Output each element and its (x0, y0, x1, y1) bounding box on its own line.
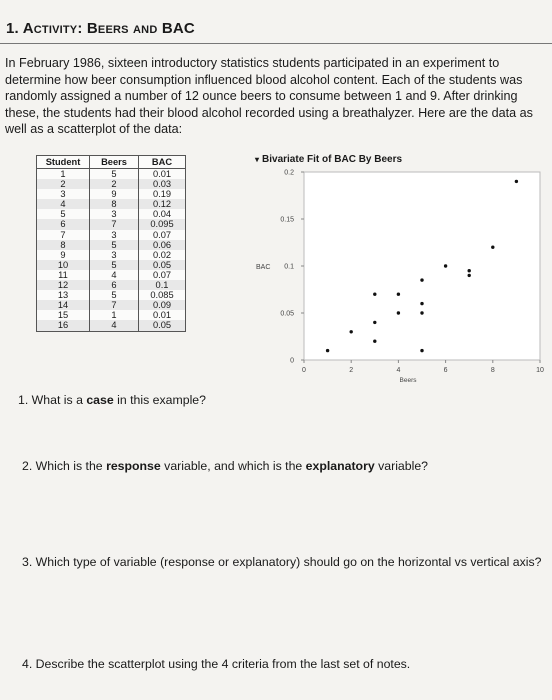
question-3: 3. Which type of variable (response or explanatory) should go on the horizontal vs vertical axis? (22, 555, 542, 569)
student-cell: 16 (37, 320, 90, 331)
y-tick-label: 0.05 (280, 310, 294, 318)
x-tick-label: 2 (349, 367, 354, 374)
table-row (37, 219, 186, 229)
table-row (37, 270, 186, 280)
x-tick-label: 8 (490, 367, 495, 374)
beers-cell: 4 (90, 270, 139, 280)
table-row (37, 300, 186, 310)
table-row (37, 250, 186, 260)
bac-cell: 0.01 (152, 310, 172, 321)
beers-cell: 5 (90, 260, 139, 270)
bac-cell: 0.085 (150, 290, 174, 301)
beers-cell: 4 (90, 320, 139, 331)
data-point (468, 269, 471, 272)
data-table (36, 155, 186, 332)
bac-cell: 0.01 (152, 169, 172, 179)
beers-cell: 6 (90, 280, 139, 290)
x-tick-label: 10 (536, 367, 544, 374)
student-cell: 5 (37, 209, 90, 219)
x-tick-label: 4 (396, 367, 401, 374)
beers-cell: 9 (90, 189, 139, 199)
column-header: Beers (90, 156, 139, 169)
table-row (37, 179, 186, 189)
bac-cell: 0.095 (139, 219, 186, 229)
student-cell: 14 (37, 300, 90, 310)
bac-cell: 0.02 (152, 249, 172, 260)
y-axis-label: BAC (256, 264, 271, 271)
student-cell: 11 (37, 270, 90, 280)
question-4: 4. Describe the scatterplot using the 4 criteria from the last set of notes. (22, 657, 411, 671)
beers-cell: 2 (90, 179, 139, 189)
beers-cell: 3 (90, 209, 139, 219)
table-row (37, 310, 186, 320)
column-header: BAC (139, 156, 186, 169)
bac-cell: 0.05 (139, 260, 186, 270)
data-point (420, 278, 423, 281)
bac-cell: 0.07 (152, 269, 172, 280)
bac-cell: 0.12 (139, 199, 186, 209)
table-header-row (37, 156, 186, 169)
bac-cell: 0.06 (139, 240, 186, 250)
y-tick-label: 0.2 (284, 169, 294, 177)
student-cell: 12 (37, 280, 90, 290)
column-header: Student (37, 156, 90, 169)
beers-cell: 5 (90, 290, 139, 300)
table-row (37, 280, 186, 290)
y-tick-label: 0 (290, 357, 294, 365)
data-point (397, 311, 400, 314)
table-row (37, 209, 186, 219)
bac-cell: 0.03 (139, 179, 186, 189)
plot-frame (304, 172, 540, 360)
data-point (373, 293, 376, 296)
table-row (37, 260, 186, 270)
data-point (373, 321, 376, 324)
question-2: 2. Which is the response variable, and which is the explanatory variable? (22, 459, 429, 473)
intro-paragraph: In February 1986, sixteen introductory statistics students participated in an experiment to determine how beer consumption influenced blood alcohol content. Each of the students was randomly assigned a number of 12 ounce beers to consume between 1 and 9. After drinking these, the students had their blood alcohol recorded using a breathalyzer. Here are the data as well as a scatterplot of the data: (5, 56, 533, 136)
bac-cell: 0.07 (152, 229, 172, 240)
student-cell: 2 (37, 179, 90, 189)
beers-cell: 1 (90, 310, 139, 320)
y-tick-label: 0.1 (284, 263, 294, 271)
x-axis-label: Beers (399, 377, 417, 384)
student-cell: 7 (37, 230, 90, 240)
data-point (491, 246, 494, 249)
data-point (326, 349, 329, 352)
table-row (37, 240, 186, 250)
disclosure-triangle-icon: ▾ (255, 155, 260, 164)
y-tick-label: 0.15 (280, 216, 294, 224)
data-point (420, 349, 423, 352)
student-cell: 10 (37, 260, 90, 270)
data-point (420, 302, 423, 305)
x-tick-label: 0 (302, 367, 306, 374)
student-cell: 13 (37, 290, 90, 300)
beers-cell: 3 (90, 230, 139, 240)
student-cell: 8 (37, 240, 90, 250)
student-cell: 3 (37, 189, 90, 199)
bac-cell: 0.19 (152, 189, 172, 200)
beers-cell: 7 (90, 300, 139, 310)
student-cell: 4 (37, 199, 90, 209)
data-point (468, 274, 471, 277)
data-point (397, 293, 400, 296)
question-1: 1. What is a case in this example? (18, 393, 206, 407)
data-point (373, 340, 376, 343)
beers-cell: 5 (90, 240, 139, 250)
beers-cell: 7 (90, 219, 139, 229)
bac-cell: 0.1 (139, 280, 186, 290)
table-row (37, 169, 186, 180)
bac-cell: 0.04 (152, 209, 172, 220)
table-row (37, 230, 186, 240)
table-row (37, 199, 186, 209)
student-cell: 6 (37, 219, 90, 229)
bac-cell: 0.09 (139, 300, 186, 310)
table-row (37, 320, 186, 331)
data-point (420, 311, 423, 314)
beers-cell: 5 (90, 169, 139, 180)
student-cell: 9 (37, 250, 90, 260)
beers-cell: 3 (90, 250, 139, 260)
title-divider (0, 43, 552, 44)
table-row (37, 290, 186, 300)
page-title: 1. Activity: Beers and BAC (6, 20, 195, 37)
table-row (37, 189, 186, 199)
scatterplot (248, 166, 548, 388)
data-point (515, 180, 518, 183)
bac-cell: 0.05 (139, 320, 186, 331)
data-point (350, 330, 353, 333)
student-cell: 1 (37, 169, 90, 180)
chart-title: ▾ Bivariate Fit of BAC By Beers (255, 154, 403, 165)
beers-cell: 8 (90, 199, 139, 209)
data-point (444, 264, 447, 267)
student-cell: 15 (37, 310, 90, 320)
x-tick-label: 6 (443, 367, 448, 374)
